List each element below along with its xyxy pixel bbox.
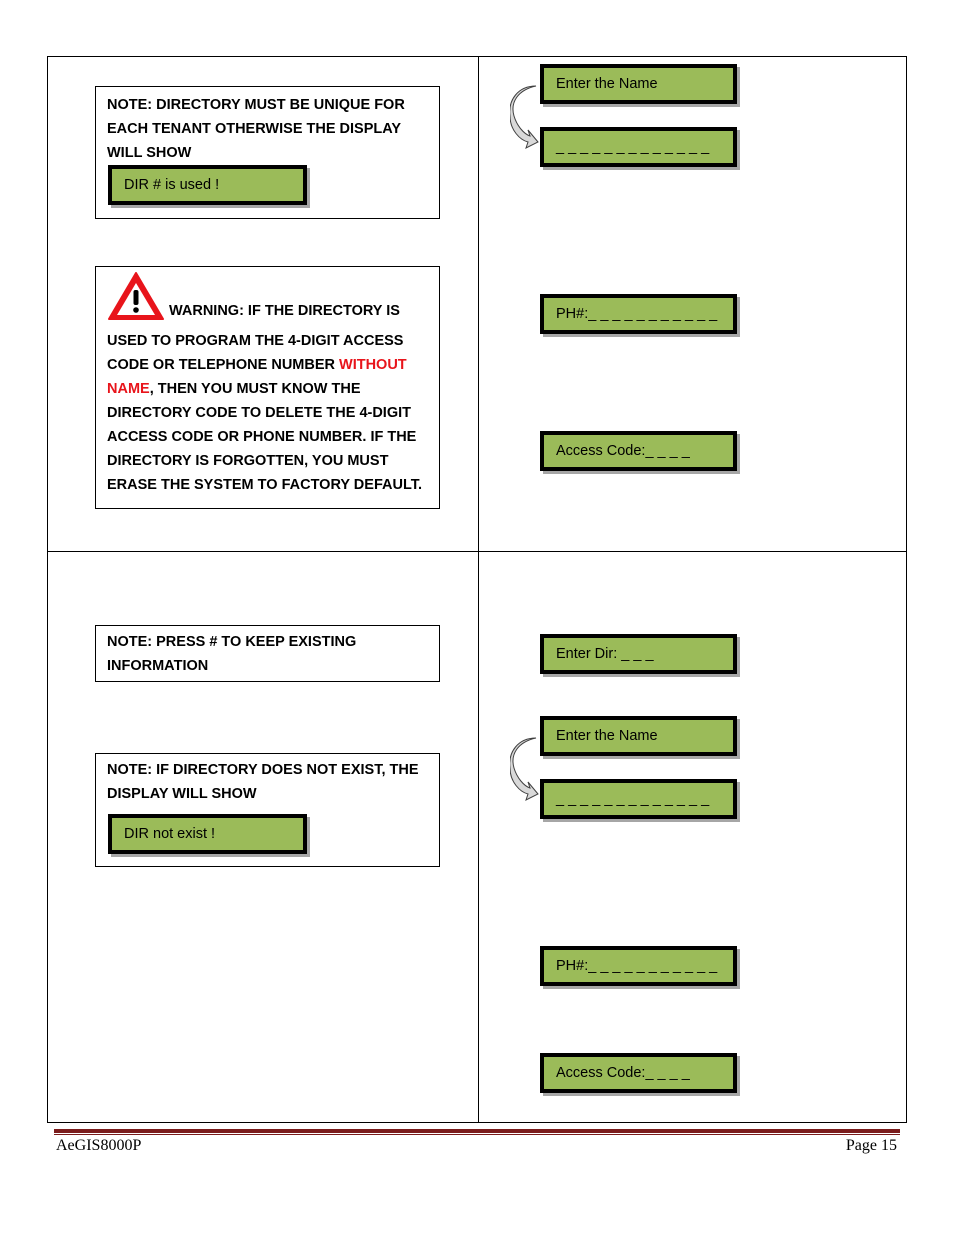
note-keep-existing <box>95 625 440 682</box>
lcd-enter-name: Enter the Name <box>540 64 737 104</box>
warning-text-part2: , THEN YOU MUST KNOW THE DIRECTORY CODE TO DELETE THE 4-DIGIT ACCESS CODE OR PHONE NUMBER. IF THE DIRECTORY IS FORGOTTEN, YOU MUST ERASE THE SYSTEM TO FACTORY DEFAULT. <box>107 381 423 493</box>
lcd-name-blank-2: _ _ _ _ _ _ _ _ _ _ _ _ _ <box>540 779 737 819</box>
warning-text <box>107 271 428 497</box>
curved-arrow-icon-2 <box>510 736 540 804</box>
table-row-divider <box>48 551 906 552</box>
lcd-phone-2: PH#:_ _ _ _ _ _ _ _ _ _ _ <box>540 946 737 986</box>
lcd-dir-not-exist: DIR not exist ! <box>108 814 307 854</box>
lcd-access-code-2: Access Code:_ _ _ _ <box>540 1053 737 1093</box>
lcd-dir-used: DIR # is used ! <box>108 165 307 205</box>
lcd-enter-name-2: Enter the Name <box>540 716 737 756</box>
warning-box <box>95 266 440 509</box>
footer-page-number: Page 15 <box>845 1137 897 1154</box>
warning-text-part1: WARNING: IF THE DIRECTORY IS USED TO PROGRAM THE 4-DIGIT ACCESS CODE OR TELEPHONE NUMBER <box>107 303 404 373</box>
note-not-exist-text: NOTE: IF DIRECTORY DOES NOT EXIST, THE DISPLAY WILL SHOW <box>107 762 419 802</box>
lcd-name-blank: _ _ _ _ _ _ _ _ _ _ _ _ _ <box>540 127 737 167</box>
lcd-phone: PH#:_ _ _ _ _ _ _ _ _ _ _ <box>540 294 737 334</box>
note-keep-existing-text: NOTE: PRESS # TO KEEP EXISTING INFORMATION <box>107 634 357 674</box>
lcd-enter-dir: Enter Dir: _ _ _ <box>540 634 737 674</box>
note-unique-text: NOTE: DIRECTORY MUST BE UNIQUE FOR EACH TENANT OTHERWISE THE DISPLAY WILL SHOW <box>107 97 405 161</box>
footer-model: AeGIS8000P <box>56 1137 142 1154</box>
table-column-divider <box>478 57 479 1122</box>
warning-triangle-icon <box>107 271 165 329</box>
footer-rule-thin <box>54 1134 900 1135</box>
curved-arrow-icon <box>510 84 540 152</box>
lcd-access-code: Access Code:_ _ _ _ <box>540 431 737 471</box>
footer-rule <box>54 1129 900 1133</box>
warning-text-emphasis: WITHOUT NAME <box>107 357 407 397</box>
